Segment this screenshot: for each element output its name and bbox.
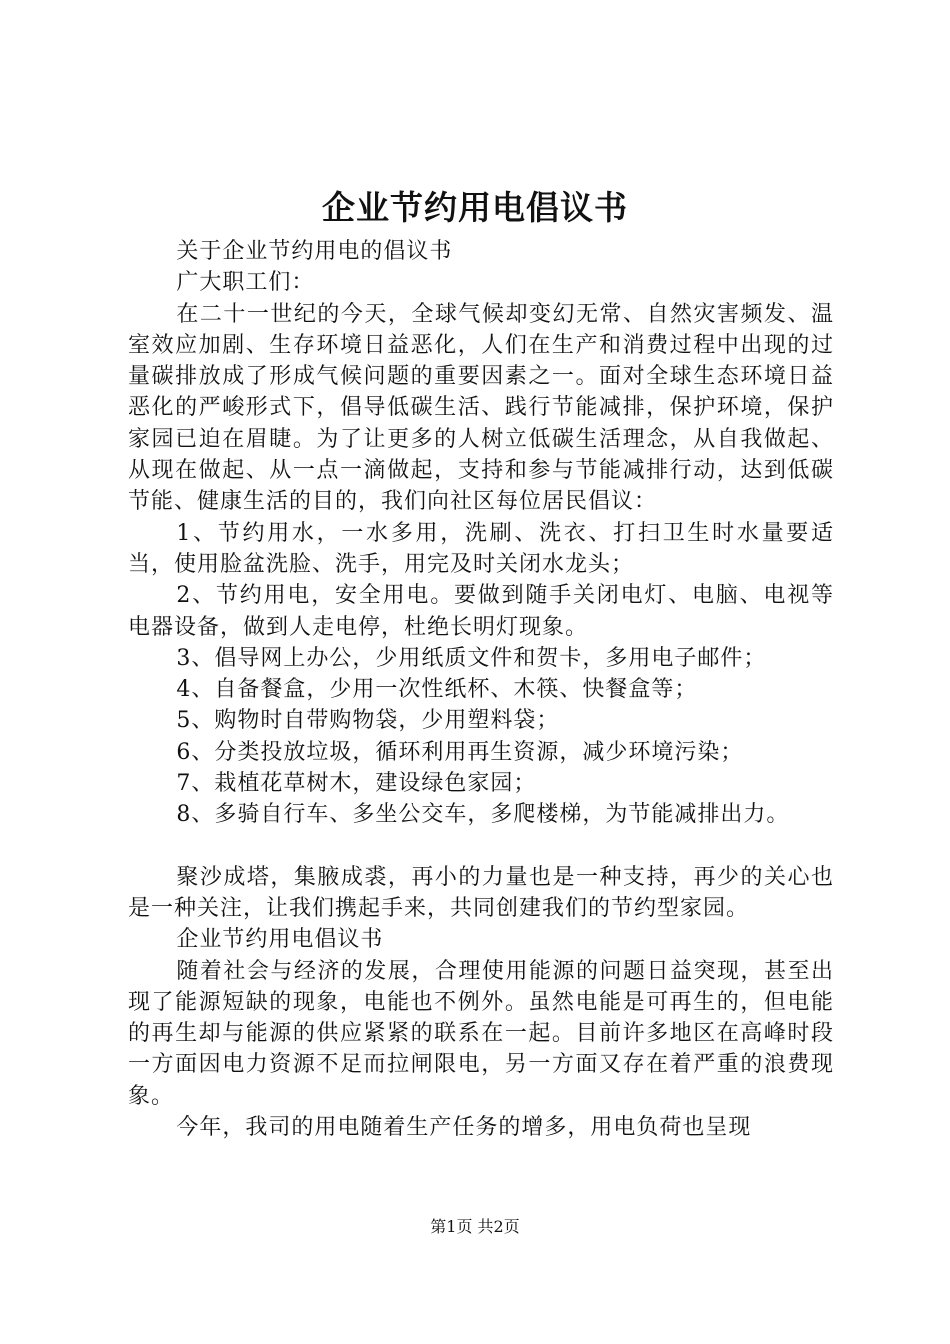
proposal-item-3: 3、倡导网上办公，少用纸质文件和贺卡，多用电子邮件； <box>176 645 767 671</box>
salutation-paragraph: 广大职工们： <box>176 270 315 296</box>
second-title-paragraph: 企业节约用电倡议书 <box>176 927 384 953</box>
intro-paragraph: 在二十一世纪的今天，全球气候却变幻无常、自然灾害频发、温室效应加剧、生存环境日益恶化，人们在生产和消费过程中出现的过量碳排放成了形成气候问题的重要因素之一。面对全球生态环境日益恶化的严峻形式下，倡导低碳生活、践行节能减排，保护环境，保护家园已迫在眉睫。为了让更多的人树立低碳生活理念，从自我做起、从现在做起、从一点一滴做起，支持和参与节能减排行动，达到低碳节能、健康生活的目的，我们向社区每位居民倡议： <box>128 301 834 515</box>
current-year-paragraph: 今年，我司的用电随着生产任务的增多，用电负荷也呈现 <box>176 1115 752 1141</box>
background-paragraph: 随着社会与经济的发展，合理使用能源的问题日益突现，甚至出现了能源短缺的现象，电能也不例外。虽然电能是可再生的，但电能的再生却与能源的供应紧紧的联系在一起。目前许多地区在高峰时段一方面因电力资源不足而拉闸限电，另一方面又存在着严重的浪费现象。 <box>128 958 834 1109</box>
proposal-item-4: 4、自备餐盒，少用一次性纸杯、木筷、快餐盒等； <box>176 677 698 703</box>
closing-paragraph: 聚沙成塔，集腋成裘，再小的力量也是一种支持，再少的关心也是一种关注，让我们携起手来，共同创建我们的节约型家园。 <box>128 864 834 921</box>
page-footer: 第1页 共2页 <box>430 1217 520 1236</box>
paragraph-gap <box>128 831 834 862</box>
proposal-item-1: 1、节约用水，一水多用，洗刷、洗衣、打扫卫生时水量要适当，使用脸盆洗脸、洗手，用完及时关闭水龙头； <box>128 520 834 577</box>
proposal-item-5: 5、购物时自带购物袋，少用塑料袋； <box>176 708 560 734</box>
proposal-item-8: 8、多骑自行车、多坐公交车，多爬楼梯，为节能减排出力。 <box>176 802 790 828</box>
proposal-item-7: 7、栽植花草树木，建设绿色家园； <box>176 771 537 797</box>
subtitle-paragraph: 关于企业节约用电的倡议书 <box>176 239 453 264</box>
document-title: 企业节约用电倡议书 <box>322 188 628 227</box>
proposal-item-2: 2、节约用电，安全用电。要做到随手关闭电灯、电脑、电视等电器设备，做到人走电停，杜绝长明灯现象。 <box>128 583 834 640</box>
proposal-item-6: 6、分类投放垃圾，循环利用再生资源，减少环境污染； <box>176 739 744 765</box>
document-body <box>128 236 834 1143</box>
